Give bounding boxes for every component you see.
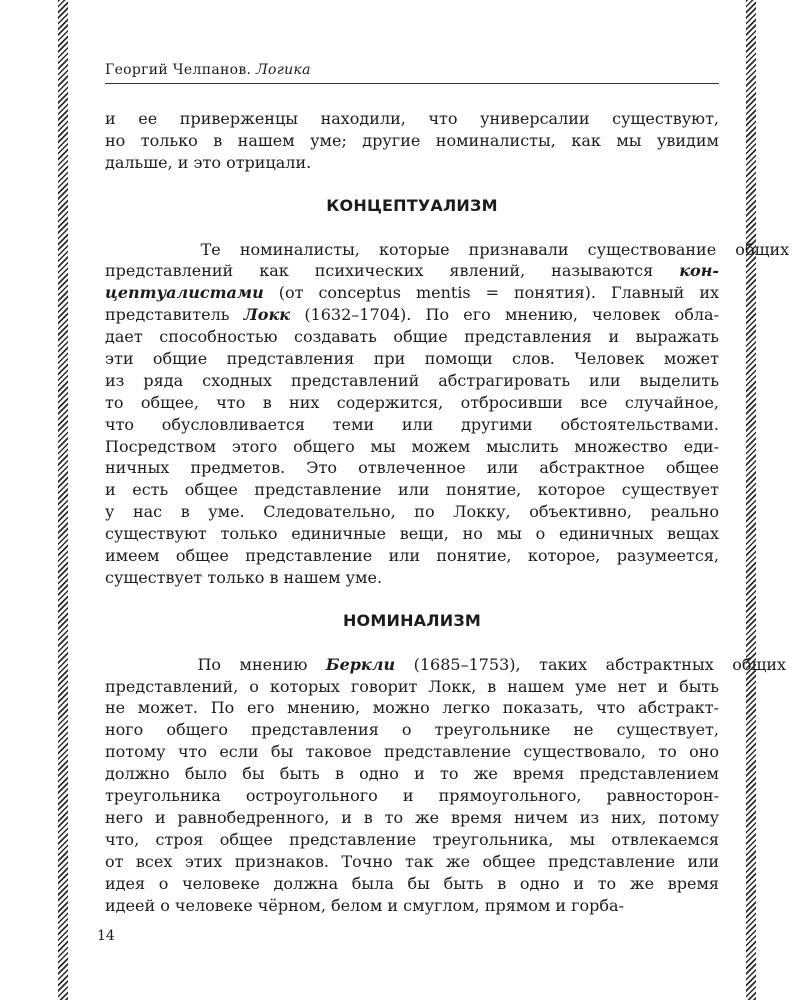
emphasized-term: Локк bbox=[243, 305, 291, 325]
page-number: 14 bbox=[97, 928, 115, 944]
text-run: представитель bbox=[105, 305, 244, 325]
text-line bbox=[105, 523, 719, 545]
text-run: треугольника остроугольного и прямоугольного, равносторон- bbox=[105, 786, 719, 806]
text-line bbox=[105, 370, 719, 392]
text-line bbox=[105, 785, 719, 807]
emphasized-term: Беркли bbox=[325, 654, 396, 674]
text-run: от всех этих признаков. Точно так же общее представление или bbox=[105, 851, 719, 871]
text-line bbox=[105, 873, 719, 895]
intro-paragraph bbox=[105, 108, 719, 174]
page-border-left bbox=[58, 0, 68, 1000]
text-run: идея о человеке должна была бы быть в одно и то же время bbox=[105, 873, 719, 893]
text-run: и ее приверженцы находили, что универсалии существуют, bbox=[105, 109, 719, 128]
page-border-right bbox=[746, 0, 756, 1000]
text-line bbox=[105, 326, 719, 348]
text-run: (1632–1704). По его мнению, человек обла- bbox=[290, 305, 719, 325]
header-author: Георгий Челпанов. bbox=[105, 62, 252, 78]
text-line bbox=[105, 130, 719, 152]
section-heading-conceptualism: КОНЦЕПТУАЛИЗМ bbox=[326, 195, 498, 215]
text-run: эти общие представления при помощи слов. Человек может bbox=[105, 349, 719, 369]
text-run: (1685–1753), таких абстрактных общих bbox=[395, 654, 787, 674]
text-run: него и равнобедренного, и в то же время ничем из них, потому bbox=[105, 807, 719, 827]
text-line bbox=[105, 501, 719, 523]
text-line bbox=[105, 851, 719, 873]
text-line bbox=[105, 392, 719, 414]
text-run: По мнению bbox=[105, 654, 326, 674]
page-body bbox=[105, 108, 790, 916]
text-line bbox=[105, 676, 719, 698]
text-line bbox=[105, 829, 719, 851]
text-run: дальше, и это отрицали. bbox=[105, 152, 312, 172]
text-run: из ряда сходных представлений абстрагировать или выделить bbox=[105, 370, 719, 390]
text-run: потому что если бы таковое представление существовало, то оно bbox=[105, 742, 719, 762]
text-line bbox=[105, 567, 719, 589]
text-line bbox=[105, 304, 719, 326]
paragraph-nominalism bbox=[105, 654, 787, 917]
text-line bbox=[105, 414, 719, 436]
emphasized-term: цептуалистами bbox=[105, 283, 264, 303]
text-line bbox=[105, 763, 719, 785]
text-run: Посредством этого общего мы можем мыслить множество еди- bbox=[105, 436, 719, 456]
text-run: то общее, что в них содержится, отбросивши все случайное, bbox=[105, 392, 719, 412]
text-run: существуют только единичные вещи, но мы о единичных вещах bbox=[105, 524, 719, 544]
text-line bbox=[105, 260, 719, 282]
text-line bbox=[105, 152, 719, 174]
text-run: Те номиналисты, которые признавали существование общих bbox=[105, 239, 790, 259]
text-run: но только в нашем уме; другие номиналисты, как мы увидим bbox=[105, 130, 719, 150]
text-run: ничных предметов. Это отвлеченное или абстрактное общее bbox=[105, 458, 719, 478]
paragraph-conceptualism bbox=[105, 239, 790, 589]
text-run: что, строя общее представление треугольника, мы отвлекаемся bbox=[105, 829, 719, 849]
running-header bbox=[105, 62, 311, 78]
text-run: имеем общее представление или понятие, которое, разумеется, bbox=[105, 546, 719, 566]
text-run: и есть общее представление или понятие, которое существует bbox=[105, 480, 719, 500]
text-line bbox=[105, 895, 719, 917]
text-line bbox=[105, 282, 719, 304]
text-line bbox=[105, 719, 719, 741]
text-line bbox=[105, 348, 719, 370]
text-line bbox=[105, 741, 719, 763]
text-line bbox=[105, 697, 719, 719]
text-line bbox=[105, 654, 787, 676]
text-line bbox=[105, 457, 719, 479]
text-run: дает способностью создавать общие представления и выражать bbox=[105, 327, 719, 347]
text-line bbox=[105, 239, 790, 261]
header-book-title: Логика bbox=[256, 62, 311, 78]
text-run: представлений, о которых говорит Локк, в нашем уме нет и быть bbox=[105, 676, 719, 696]
text-line bbox=[105, 479, 719, 501]
text-run: у нас в уме. Следовательно, по Локку, объективно, реально bbox=[105, 502, 719, 522]
header-rule bbox=[105, 83, 719, 84]
text-run: (от conceptus mentis = понятия). Главный их bbox=[263, 283, 719, 303]
text-run: что обусловливается теми или другими обстоятельствами. bbox=[105, 414, 719, 434]
text-run: представлений как психических явлений, называются bbox=[105, 261, 680, 281]
text-line bbox=[105, 436, 719, 458]
text-run: должно было бы быть в одно и то же время представлением bbox=[105, 764, 719, 784]
text-line bbox=[105, 545, 719, 567]
text-run: идеей о человеке чёрном, белом и смуглом, прямом и горба- bbox=[105, 895, 624, 915]
emphasized-term: кон- bbox=[679, 261, 719, 281]
section-heading-nominalism: НОМИНАЛИЗМ bbox=[342, 610, 482, 630]
text-line bbox=[105, 108, 719, 130]
text-line bbox=[105, 807, 719, 829]
text-run: ного общего представления о треугольнике не существует, bbox=[105, 720, 719, 740]
text-run: существует только в нашем уме. bbox=[105, 567, 383, 587]
text-run: не может. По его мнению, можно легко показать, что абстракт- bbox=[105, 698, 719, 718]
